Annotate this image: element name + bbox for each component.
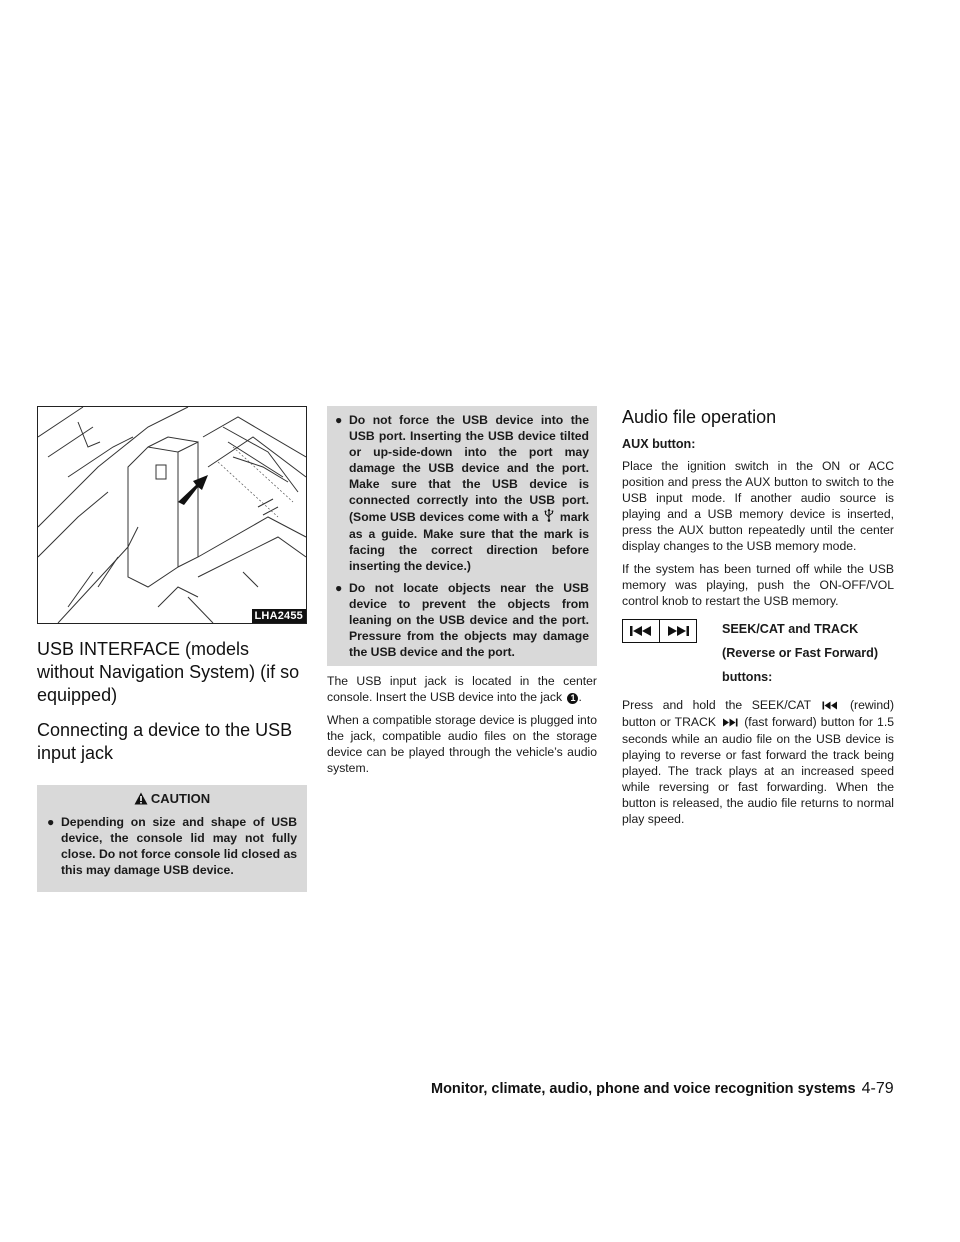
- compatible-device-paragraph: When a compatible storage device is plugged into the jack, compatible audio files on the storage device can be played through the vehicle’s audio system.: [327, 713, 597, 775]
- subsection-title: Connecting a device to the USB input jack: [37, 720, 293, 763]
- fast-forward-icon: [666, 625, 690, 637]
- usb-jack-location-paragraph: [327, 673, 597, 705]
- left-column: [37, 406, 307, 892]
- caution-item-text: Do not locate objects near the USB device to prevent the objects from leaning on the USB device and the port. Pressure from the objects may damage the USB device and the port.: [349, 581, 589, 659]
- page-footer: [431, 1080, 895, 1098]
- caution-item: [47, 814, 297, 878]
- section-title: USB INTERFACE (models without Navigation System) (if so equipped): [37, 639, 300, 705]
- fast-forward-button: [659, 620, 696, 642]
- seek-paragraph: [622, 697, 894, 827]
- aux-paragraph-2: If the system has been turned off while the USB memory was playing, push the ON-OFF/VOL control knob to restart the USB memory.: [622, 562, 894, 608]
- usb-symbol-icon: [544, 508, 554, 526]
- caution-item: [335, 412, 589, 574]
- seek-text-2: (rewind) button or TRACK: [622, 698, 895, 729]
- bullet-icon: ●: [335, 581, 343, 595]
- middle-column: [327, 406, 597, 776]
- seek-title-line: SEEK/CAT and TRACK: [722, 622, 859, 636]
- callout-number-icon: 1: [567, 693, 578, 704]
- right-column: [622, 406, 894, 827]
- seek-title-line: (Reverse or Fast Forward): [722, 646, 879, 660]
- rewind-icon: [629, 625, 653, 637]
- caution-item-text-b: mark as a guide. Make sure that the mark is facing the correct direction before inserting the device.): [349, 510, 590, 573]
- seek-text-1: Press and hold the SEEK/CAT: [622, 698, 811, 712]
- audio-file-heading: Audio file operation: [622, 407, 777, 427]
- caution-item: [335, 580, 589, 660]
- bullet-icon: ●: [335, 413, 343, 427]
- seek-track-title: [722, 617, 878, 689]
- caution-item-text-a: Do not force the USB device into the USB port. Inserting the USB device tilted or up-side-down into the port may damage the USB device and the port. Make sure that the USB device is connected correctly into the USB port. (Some USB devices come with a: [349, 413, 589, 524]
- caution-label: CAUTION: [150, 791, 211, 806]
- console-usb-drawing: [38, 407, 306, 623]
- seek-title-line: buttons:: [722, 670, 773, 684]
- caution-continued-box: [327, 406, 597, 666]
- fast-forward-icon: [722, 715, 738, 731]
- aux-button-label: AUX button:: [622, 437, 696, 451]
- caution-box: [37, 785, 307, 892]
- caution-heading: [47, 791, 297, 808]
- aux-paragraph-1: Place the ignition switch in the ON or ACC position and press the AUX button to switch to the USB input mode. If another audio source is playing and a USB memory device is inserted, press the AUX button repeatedly until the center display changes to the USB memory mode.: [622, 459, 894, 553]
- paragraph-end: .: [578, 690, 582, 704]
- rewind-icon: [822, 698, 838, 714]
- paragraph-text: The USB input jack is located in the center console. Insert the USB device into the jack: [327, 674, 597, 704]
- seek-track-buttons-block: [622, 617, 894, 689]
- seek-text-3: (fast forward) button for 1.5 seconds while an audio file on the USB device is playing to reverse or fast forward the track being played. The track plays at an increased speed while reversing or fast forwarding. When the button is released, the audio file returns to normal play speed.: [622, 715, 894, 826]
- bullet-icon: ●: [47, 815, 55, 829]
- figure-label: LHA2455: [252, 609, 306, 623]
- caution-item-text: Depending on size and shape of USB device, the console lid may not fully close. Do not force console lid closed as this may damage USB device.: [61, 815, 297, 877]
- usb-jack-illustration: [37, 406, 307, 624]
- warning-triangle-icon: [134, 792, 148, 808]
- rewind-button: [623, 620, 659, 642]
- footer-section-title: Monitor, climate, audio, phone and voice recognition systems: [431, 1081, 856, 1097]
- seek-track-button-pair: [622, 619, 697, 643]
- page-number: 4-79: [861, 1080, 894, 1097]
